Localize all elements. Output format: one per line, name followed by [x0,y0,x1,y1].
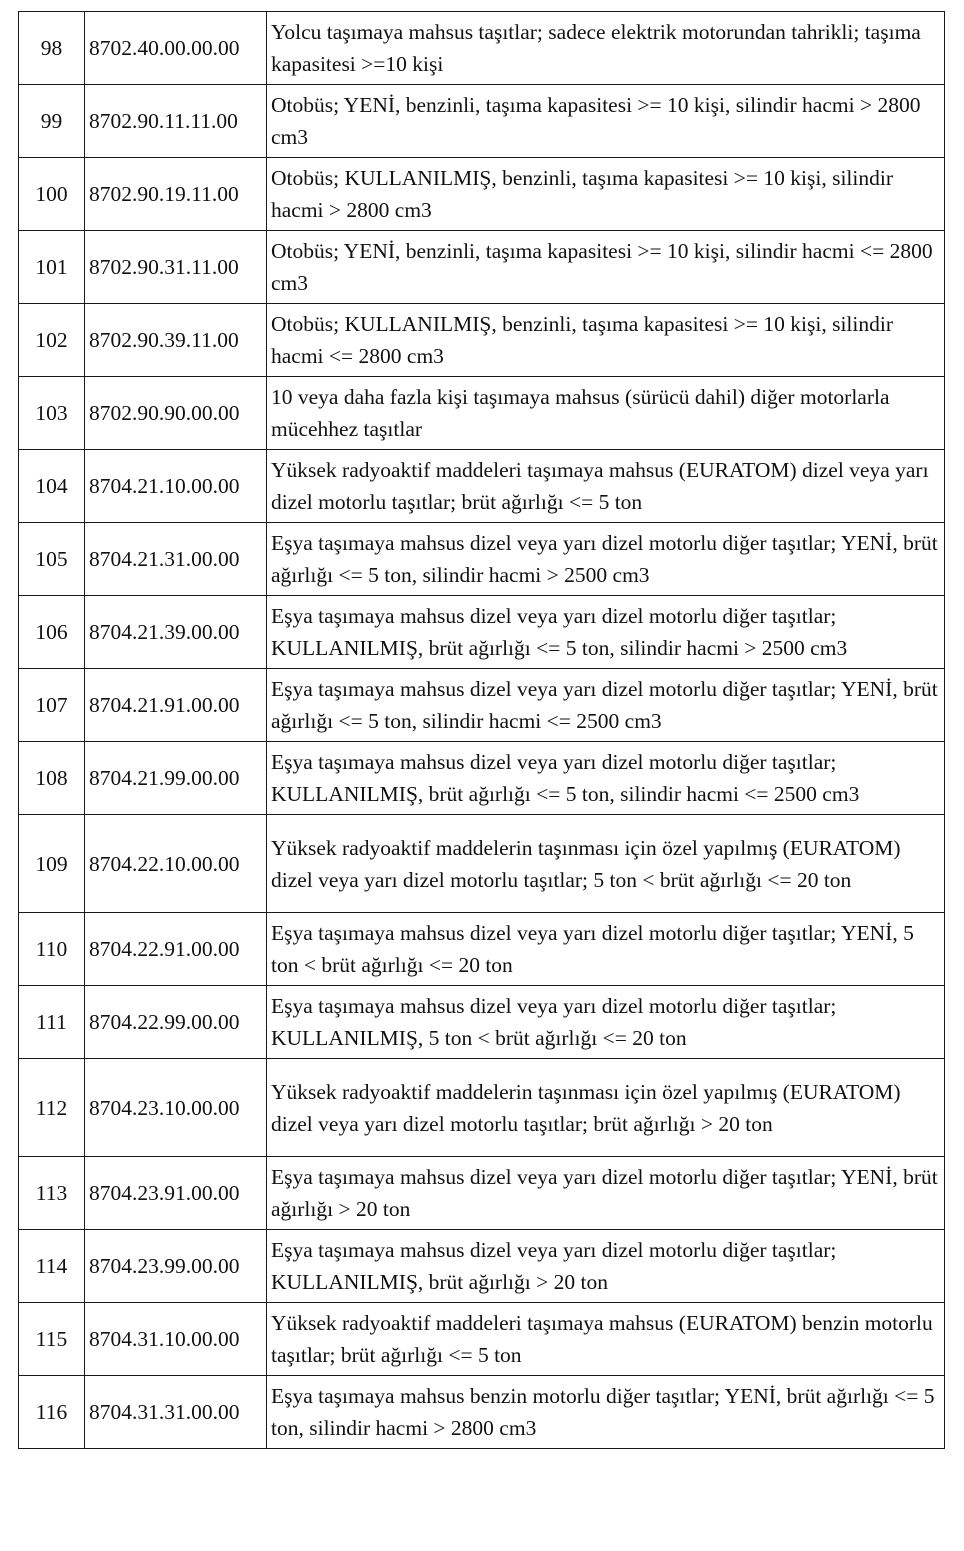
row-number: 99 [19,85,85,158]
table-row [19,913,945,986]
gtip-code: 8704.22.99.00.00 [85,986,267,1059]
row-number: 107 [19,669,85,742]
table-row [19,231,945,304]
gtip-code: 8702.90.31.11.00 [85,231,267,304]
gtip-code: 8702.90.11.11.00 [85,85,267,158]
table-row [19,85,945,158]
item-description: Eşya taşımaya mahsus dizel veya yarı dizel motorlu diğer taşıtlar; KULLANILMIŞ, brüt ağırlığı <= 5 ton, silindir hacmi <= 2500 cm3 [267,742,945,815]
item-description: Yüksek radyoaktif maddelerin taşınması için özel yapılmış (EURATOM) dizel veya yarı dizel motorlu taşıtlar; 5 ton < brüt ağırlığı <= 20 ton [267,815,945,913]
row-number: 98 [19,12,85,85]
table-row [19,669,945,742]
item-description: Yolcu taşımaya mahsus taşıtlar; sadece elektrik motorundan tahrikli; taşıma kapasitesi >=10 kişi [267,12,945,85]
item-description: Yüksek radyoaktif maddeleri taşımaya mahsus (EURATOM) benzin motorlu taşıtlar; brüt ağırlığı <= 5 ton [267,1303,945,1376]
table-row [19,523,945,596]
item-description: Otobüs; KULLANILMIŞ, benzinli, taşıma kapasitesi >= 10 kişi, silindir hacmi <= 2800 cm3 [267,304,945,377]
row-number: 110 [19,913,85,986]
gtip-code: 8704.22.91.00.00 [85,913,267,986]
item-description: Eşya taşımaya mahsus dizel veya yarı dizel motorlu diğer taşıtlar; KULLANILMIŞ, 5 ton < brüt ağırlığı <= 20 ton [267,986,945,1059]
item-description: Eşya taşımaya mahsus dizel veya yarı dizel motorlu diğer taşıtlar; YENİ, brüt ağırlığı <= 5 ton, silindir hacmi <= 2500 cm3 [267,669,945,742]
gtip-code: 8704.23.99.00.00 [85,1230,267,1303]
item-description: Eşya taşımaya mahsus benzin motorlu diğer taşıtlar; YENİ, brüt ağırlığı <= 5 ton, silindir hacmi > 2800 cm3 [267,1376,945,1449]
row-number: 101 [19,231,85,304]
table-row [19,986,945,1059]
row-number: 112 [19,1059,85,1157]
item-description: Eşya taşımaya mahsus dizel veya yarı dizel motorlu diğer taşıtlar; YENİ, brüt ağırlığı <= 5 ton, silindir hacmi > 2500 cm3 [267,523,945,596]
row-number: 115 [19,1303,85,1376]
item-description: Eşya taşımaya mahsus dizel veya yarı dizel motorlu diğer taşıtlar; KULLANILMIŞ, brüt ağırlığı <= 5 ton, silindir hacmi > 2500 cm3 [267,596,945,669]
item-description: Otobüs; YENİ, benzinli, taşıma kapasitesi >= 10 kişi, silindir hacmi > 2800 cm3 [267,85,945,158]
table-row [19,1303,945,1376]
gtip-code: 8702.40.00.00.00 [85,12,267,85]
row-number: 109 [19,815,85,913]
row-number: 116 [19,1376,85,1449]
table-row [19,1059,945,1157]
item-description: Yüksek radyoaktif maddeleri taşımaya mahsus (EURATOM) dizel veya yarı dizel motorlu taşıtlar; brüt ağırlığı <= 5 ton [267,450,945,523]
item-description: Otobüs; KULLANILMIŞ, benzinli, taşıma kapasitesi >= 10 kişi, silindir hacmi > 2800 cm3 [267,158,945,231]
table-row [19,815,945,913]
item-description: Eşya taşımaya mahsus dizel veya yarı dizel motorlu diğer taşıtlar; YENİ, 5 ton < brüt ağırlığı <= 20 ton [267,913,945,986]
item-description: Eşya taşımaya mahsus dizel veya yarı dizel motorlu diğer taşıtlar; KULLANILMIŞ, brüt ağırlığı > 20 ton [267,1230,945,1303]
gtip-code: 8704.21.91.00.00 [85,669,267,742]
row-number: 113 [19,1157,85,1230]
row-number: 104 [19,450,85,523]
table-row [19,304,945,377]
gtip-code: 8704.23.91.00.00 [85,1157,267,1230]
item-description: Eşya taşımaya mahsus dizel veya yarı dizel motorlu diğer taşıtlar; YENİ, brüt ağırlığı > 20 ton [267,1157,945,1230]
table-row [19,377,945,450]
table-row [19,450,945,523]
row-number: 111 [19,986,85,1059]
tariff-table [18,11,945,1449]
gtip-code: 8702.90.90.00.00 [85,377,267,450]
table-row [19,1376,945,1449]
gtip-code: 8702.90.39.11.00 [85,304,267,377]
row-number: 100 [19,158,85,231]
row-number: 114 [19,1230,85,1303]
row-number: 106 [19,596,85,669]
gtip-code: 8704.31.31.00.00 [85,1376,267,1449]
row-number: 108 [19,742,85,815]
gtip-code: 8704.22.10.00.00 [85,815,267,913]
gtip-code: 8702.90.19.11.00 [85,158,267,231]
gtip-code: 8704.21.39.00.00 [85,596,267,669]
gtip-code: 8704.31.10.00.00 [85,1303,267,1376]
gtip-code: 8704.21.99.00.00 [85,742,267,815]
item-description: Otobüs; YENİ, benzinli, taşıma kapasitesi >= 10 kişi, silindir hacmi <= 2800 cm3 [267,231,945,304]
row-number: 103 [19,377,85,450]
table-row [19,1157,945,1230]
item-description: Yüksek radyoaktif maddelerin taşınması için özel yapılmış (EURATOM) dizel veya yarı dizel motorlu taşıtlar; brüt ağırlığı > 20 ton [267,1059,945,1157]
table-row [19,158,945,231]
table-row [19,12,945,85]
row-number: 105 [19,523,85,596]
row-number: 102 [19,304,85,377]
table-row [19,596,945,669]
gtip-code: 8704.23.10.00.00 [85,1059,267,1157]
item-description: 10 veya daha fazla kişi taşımaya mahsus (sürücü dahil) diğer motorlarla mücehhez taşıtlar [267,377,945,450]
gtip-code: 8704.21.10.00.00 [85,450,267,523]
gtip-code: 8704.21.31.00.00 [85,523,267,596]
table-row [19,742,945,815]
table-row [19,1230,945,1303]
